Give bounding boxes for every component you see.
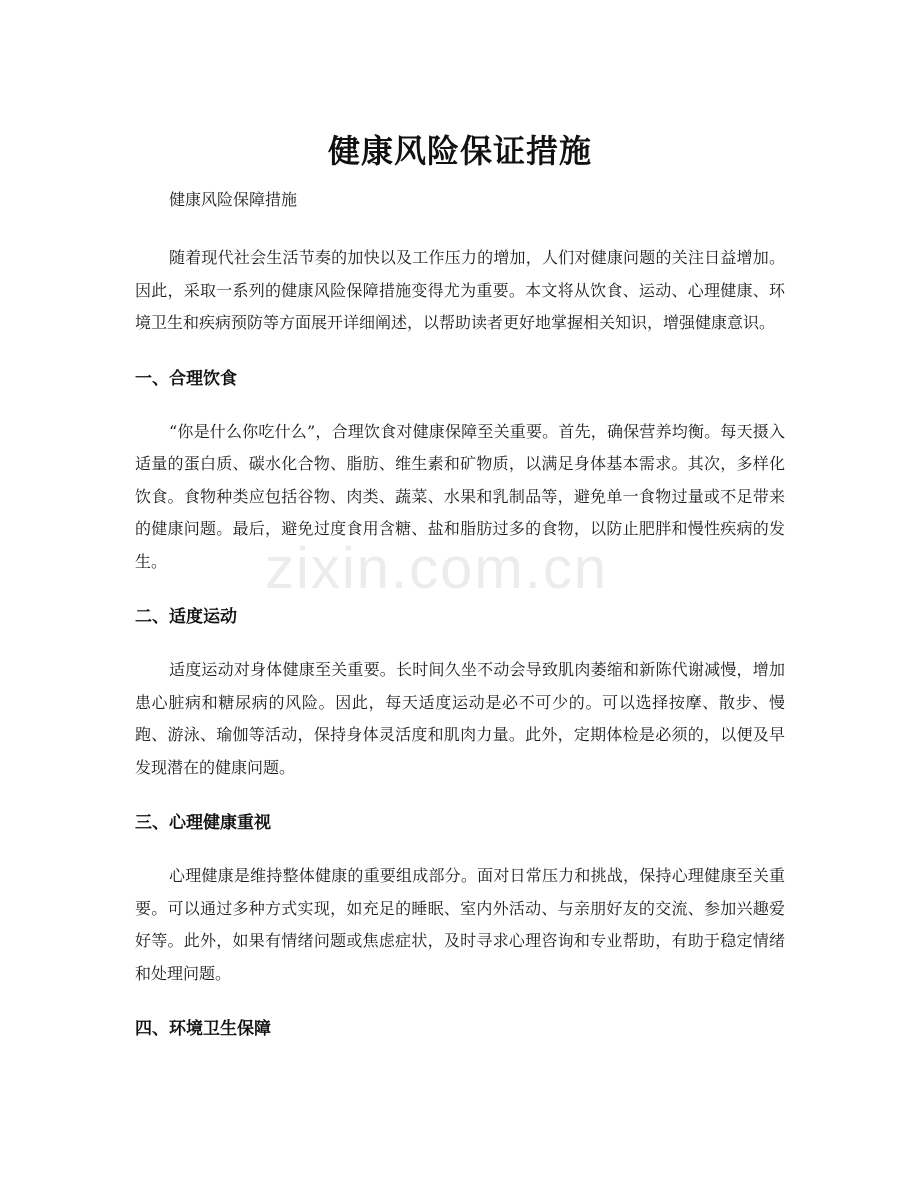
- section-body-diet: “你是什么你吃什么”，合理饮食对健康保障至关重要。首先，确保营养均衡。每天摄入适量的蛋白质、碳水化合物、脂肪、维生素和矿物质，以满足身体基本需求。其次，多样化饮食。食物种类应包括谷物、肉类、蔬菜、水果和乳制品等，避免单一食物过量或不足带来的健康问题。最后，避免过度食用含糖、盐和脂肪过多的食物，以防止肥胖和慢性疾病的发生。: [135, 421, 785, 571]
- page-title: 健康风险保证措施: [327, 132, 592, 171]
- watermark: zixin.com.cn: [265, 536, 609, 601]
- document-body: [135, 184, 785, 1066]
- section-heading-mental-health: 三、心理健康重视: [135, 813, 271, 833]
- intro-paragraph: 随着现代社会生活节奏的加快以及工作压力的增加，人们对健康问题的关注日益增加。因此，采取一系列的健康风险保障措施变得尤为重要。本文将从饮食、运动、心理健康、环境卫生和疾病预防等方面展开详细阐述，以帮助读者更好地掌握相关知识，增强健康意识。: [135, 248, 785, 332]
- section-heading-environment: 四、环境卫生保障: [135, 1019, 271, 1039]
- section-heading-diet: 一、合理饮食: [135, 368, 237, 389]
- section-body-exercise: 适度运动对身体健康至关重要。长时间久坐不动会导致肌肉萎缩和新陈代谢减慢，增加患心脏病和糖尿病的风险。因此，每天适度运动是必不可少的。可以选择按摩、散步、慢跑、游泳、瑜伽等活动，保持身体灵活度和肌肉力量。此外，定期体检是必须的，以便及早发现潜在的健康问题。: [135, 660, 785, 777]
- document-subtitle: 健康风险保障措施: [169, 190, 298, 209]
- section-body-mental-health: 心理健康是维持整体健康的重要组成部分。面对日常压力和挑战，保持心理健康至关重要。可以通过多种方式实现，如充足的睡眠、室内外活动、与亲朋好友的交流、参加兴趣爱好等。此外，如果有情绪问题或焦虑症状，及时寻求心理咨询和专业帮助，有助于稳定情绪和处理问题。: [135, 866, 785, 983]
- section-heading-exercise: 二、适度运动: [135, 607, 237, 627]
